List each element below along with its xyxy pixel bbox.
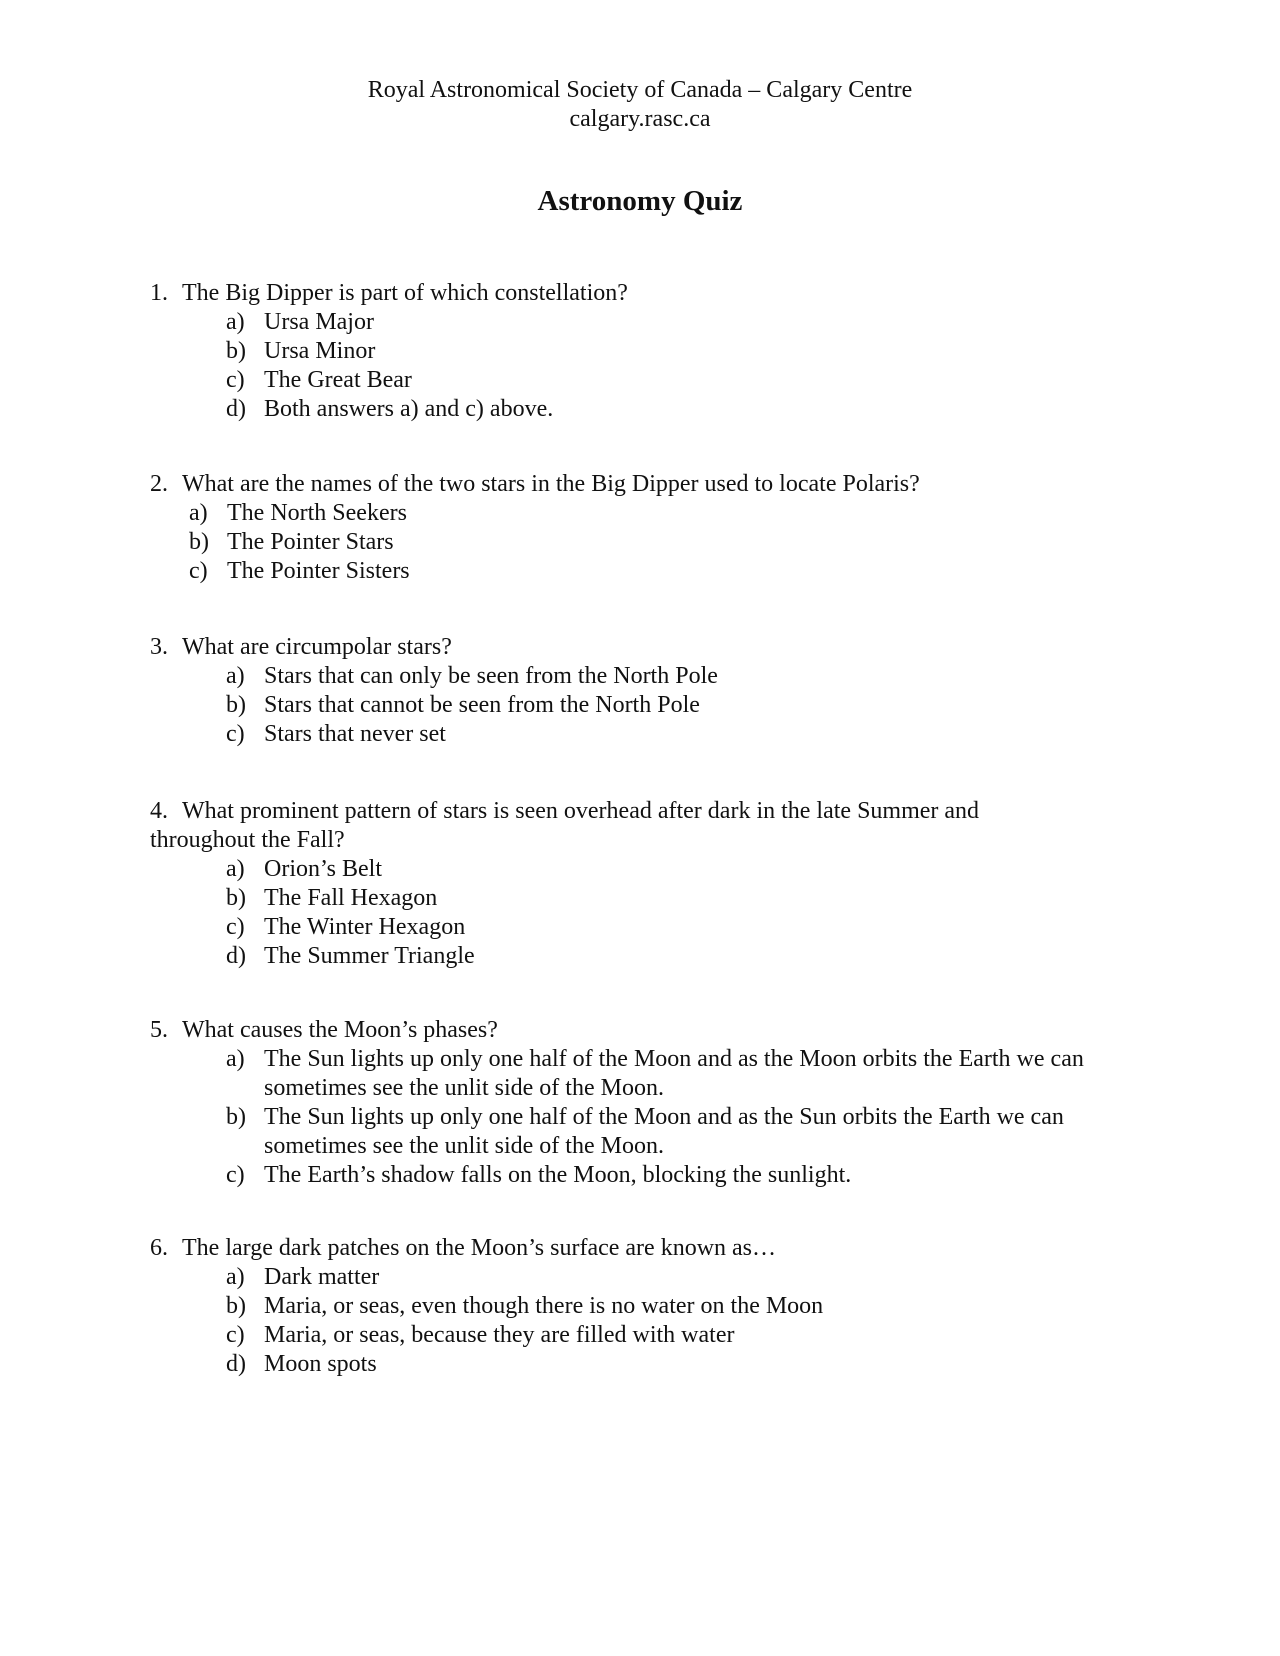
- option-text: The Winter Hexagon: [264, 914, 466, 940]
- option-text: The Great Bear: [264, 367, 412, 393]
- option-letter: a): [226, 1264, 245, 1290]
- page-title: Astronomy Quiz: [537, 185, 743, 217]
- answer-option: [226, 1263, 1150, 1292]
- option-text: Dark matter: [264, 1264, 380, 1290]
- answer-options: [226, 855, 1150, 971]
- answer-option: [226, 855, 1150, 884]
- option-text: The Fall Hexagon: [264, 885, 438, 911]
- answer-option: [226, 337, 1150, 366]
- question-number: 2.: [150, 471, 168, 497]
- answer-option: [226, 1045, 1150, 1103]
- option-letter: b): [226, 338, 246, 364]
- answer-option: [226, 1321, 1150, 1350]
- organization-name: Royal Astronomical Society of Canada – Calgary Centre: [367, 77, 913, 103]
- question-5: [150, 1016, 1150, 1190]
- option-text: Stars that never set: [264, 721, 446, 747]
- option-letter: d): [226, 396, 246, 422]
- option-text: Orion’s Belt: [264, 856, 382, 882]
- option-letter: c): [226, 367, 245, 393]
- question-text: What are the names of the two stars in the Big Dipper used to locate Polaris?: [182, 471, 920, 497]
- answer-option: [189, 557, 1150, 586]
- answer-option: [226, 308, 1150, 337]
- question-number: 5.: [150, 1017, 168, 1043]
- option-text: The North Seekers: [227, 500, 407, 526]
- answer-options: [226, 308, 1150, 424]
- question-number: 4.: [150, 798, 168, 824]
- option-text: Ursa Minor: [264, 338, 376, 364]
- option-letter: a): [189, 500, 208, 526]
- option-text: The Earth’s shadow falls on the Moon, blocking the sunlight.: [264, 1162, 852, 1188]
- question-1: [150, 279, 1150, 424]
- question-text: What causes the Moon’s phases?: [182, 1017, 498, 1043]
- question-number: 3.: [150, 634, 168, 660]
- option-text: Maria, or seas, even though there is no water on the Moon: [264, 1293, 824, 1319]
- answer-option: [226, 1161, 1150, 1190]
- question-text: The large dark patches on the Moon’s surface are known as…: [182, 1235, 777, 1261]
- option-text: The Pointer Stars: [227, 529, 394, 555]
- option-text: Stars that cannot be seen from the North Pole: [264, 692, 700, 718]
- question-text: The Big Dipper is part of which constellation?: [182, 280, 628, 306]
- answer-option: [226, 662, 1150, 691]
- option-letter: a): [226, 663, 245, 689]
- option-letter: b): [189, 529, 209, 555]
- answer-option: [226, 1103, 1150, 1161]
- option-letter: c): [226, 721, 245, 747]
- option-letter: c): [226, 1162, 245, 1188]
- answer-option: [226, 942, 1150, 971]
- question-2: [150, 470, 1150, 586]
- option-text: Stars that can only be seen from the North Pole: [264, 663, 718, 689]
- question-number: 6.: [150, 1235, 168, 1261]
- option-text: Both answers a) and c) above.: [264, 396, 554, 422]
- question-4: [150, 797, 1150, 971]
- option-letter: b): [226, 1293, 246, 1319]
- answer-option: [226, 913, 1150, 942]
- answer-option: [226, 395, 1150, 424]
- option-text: Ursa Major: [264, 309, 374, 335]
- option-text: The Sun lights up only one half of the Moon and as the Moon orbits the Earth we can sometimes see the unlit side of the Moon.: [264, 1046, 1084, 1101]
- option-letter: d): [226, 1351, 246, 1377]
- option-letter: c): [226, 914, 245, 940]
- question-text: What are circumpolar stars?: [182, 634, 452, 660]
- option-letter: c): [226, 1322, 245, 1348]
- question-text-line-1: What prominent pattern of stars is seen overhead after dark in the late Summer and: [182, 798, 980, 824]
- option-text: The Summer Triangle: [264, 943, 475, 969]
- answer-option: [226, 1350, 1150, 1379]
- question-text-line-2: throughout the Fall?: [150, 827, 345, 853]
- option-text: Moon spots: [264, 1351, 377, 1377]
- answer-option: [226, 720, 1150, 749]
- answer-option: [226, 691, 1150, 720]
- answer-option: [189, 499, 1150, 528]
- option-letter: b): [226, 692, 246, 718]
- question-3: [150, 633, 1150, 749]
- option-letter: a): [226, 856, 245, 882]
- option-letter: a): [226, 1046, 245, 1072]
- question-number: 1.: [150, 280, 168, 306]
- website-url: calgary.rasc.ca: [569, 106, 711, 132]
- option-letter: b): [226, 1104, 246, 1130]
- option-text: The Pointer Sisters: [227, 558, 410, 584]
- answer-option: [226, 1292, 1150, 1321]
- answer-options: [226, 1045, 1150, 1190]
- answer-options: [189, 499, 1150, 586]
- answer-option: [226, 366, 1150, 395]
- option-text: The Sun lights up only one half of the Moon and as the Sun orbits the Earth we can sometimes see the unlit side of the Moon.: [264, 1104, 1064, 1159]
- answer-option: [226, 884, 1150, 913]
- answer-option: [189, 528, 1150, 557]
- answer-options: [226, 1263, 1150, 1379]
- question-6: [150, 1234, 1150, 1379]
- option-text: Maria, or seas, because they are filled with water: [264, 1322, 735, 1348]
- option-letter: b): [226, 885, 246, 911]
- option-letter: a): [226, 309, 245, 335]
- option-letter: d): [226, 943, 246, 969]
- option-letter: c): [189, 558, 208, 584]
- answer-options: [226, 662, 1150, 749]
